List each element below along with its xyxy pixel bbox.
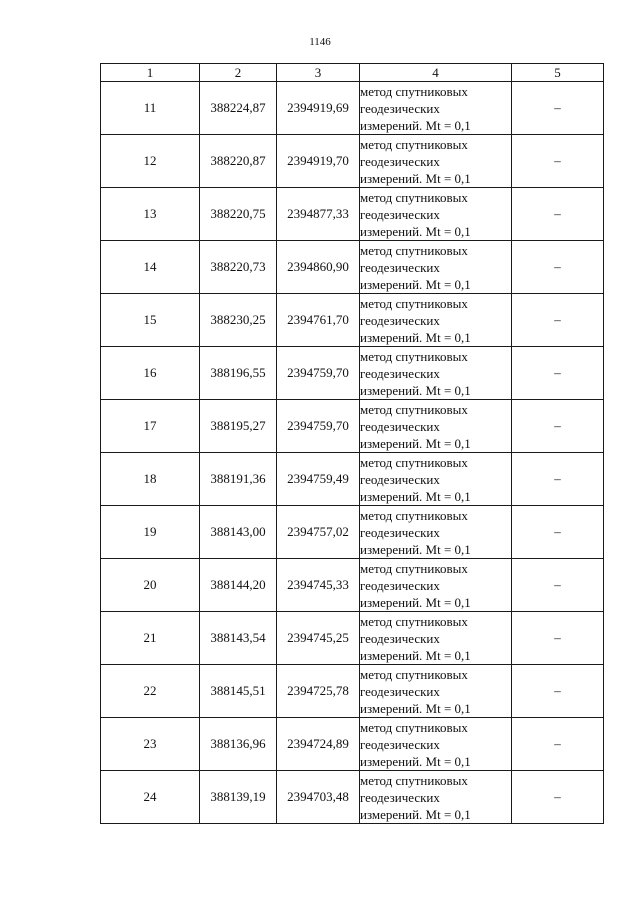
method-line: измерений. Mt = 0,1 [360, 276, 471, 292]
y-coordinate-cell: 2394759,70 [277, 400, 360, 453]
point-number-cell: 23 [101, 718, 200, 771]
coordinates-table [100, 63, 604, 824]
method-line: метод спутниковых [360, 719, 468, 735]
point-number-cell: 15 [101, 294, 200, 347]
y-coordinate-cell: 2394919,70 [277, 135, 360, 188]
note-cell: – [512, 188, 604, 241]
point-number-cell: 14 [101, 241, 200, 294]
method-line: геодезических [360, 100, 440, 116]
method-line: измерений. Mt = 0,1 [360, 594, 471, 610]
table-row [101, 665, 604, 718]
note-cell: – [512, 135, 604, 188]
method-line: метод спутниковых [360, 507, 468, 523]
method-line: измерений. Mt = 0,1 [360, 700, 471, 716]
x-coordinate-cell: 388220,75 [200, 188, 277, 241]
table-row [101, 241, 604, 294]
note-cell: – [512, 718, 604, 771]
method-line: геодезических [360, 630, 440, 646]
y-coordinate-cell: 2394725,78 [277, 665, 360, 718]
column-header-1: 1 [101, 64, 200, 82]
method-cell [360, 188, 512, 241]
table-row [101, 718, 604, 771]
x-coordinate-cell: 388143,00 [200, 506, 277, 559]
method-cell [360, 82, 512, 135]
y-coordinate-cell: 2394757,02 [277, 506, 360, 559]
method-line: метод спутниковых [360, 401, 468, 417]
method-cell [360, 294, 512, 347]
y-coordinate-cell: 2394761,70 [277, 294, 360, 347]
point-number-cell: 16 [101, 347, 200, 400]
method-line: измерений. Mt = 0,1 [360, 382, 471, 398]
y-coordinate-cell: 2394877,33 [277, 188, 360, 241]
method-line: геодезических [360, 736, 440, 752]
method-line: метод спутниковых [360, 666, 468, 682]
method-cell [360, 559, 512, 612]
method-cell [360, 347, 512, 400]
point-number-cell: 24 [101, 771, 200, 824]
method-cell [360, 241, 512, 294]
method-line: метод спутниковых [360, 295, 468, 311]
y-coordinate-cell: 2394745,25 [277, 612, 360, 665]
y-coordinate-cell: 2394759,70 [277, 347, 360, 400]
point-number-cell: 20 [101, 559, 200, 612]
method-line: метод спутниковых [360, 560, 468, 576]
method-line: геодезических [360, 259, 440, 275]
method-line: геодезических [360, 153, 440, 169]
table-row [101, 453, 604, 506]
method-line: геодезических [360, 312, 440, 328]
y-coordinate-cell: 2394919,69 [277, 82, 360, 135]
method-line: измерений. Mt = 0,1 [360, 753, 471, 769]
x-coordinate-cell: 388136,96 [200, 718, 277, 771]
method-line: измерений. Mt = 0,1 [360, 541, 471, 557]
y-coordinate-cell: 2394724,89 [277, 718, 360, 771]
y-coordinate-cell: 2394745,33 [277, 559, 360, 612]
table-row [101, 559, 604, 612]
method-line: геодезических [360, 471, 440, 487]
column-header-4: 4 [360, 64, 512, 82]
column-header-2: 2 [200, 64, 277, 82]
note-cell: – [512, 559, 604, 612]
table-row [101, 188, 604, 241]
point-number-cell: 11 [101, 82, 200, 135]
note-cell: – [512, 241, 604, 294]
note-cell: – [512, 612, 604, 665]
method-line: геодезических [360, 206, 440, 222]
x-coordinate-cell: 388144,20 [200, 559, 277, 612]
table-row [101, 347, 604, 400]
method-line: метод спутниковых [360, 348, 468, 364]
method-cell [360, 400, 512, 453]
point-number-cell: 21 [101, 612, 200, 665]
method-cell [360, 612, 512, 665]
x-coordinate-cell: 388224,87 [200, 82, 277, 135]
table-row [101, 294, 604, 347]
method-line: геодезических [360, 577, 440, 593]
method-cell [360, 718, 512, 771]
method-cell [360, 506, 512, 559]
column-header-3: 3 [277, 64, 360, 82]
table-row [101, 506, 604, 559]
note-cell: – [512, 294, 604, 347]
x-coordinate-cell: 388196,55 [200, 347, 277, 400]
method-line: измерений. Mt = 0,1 [360, 806, 471, 822]
note-cell: – [512, 347, 604, 400]
method-line: метод спутниковых [360, 189, 468, 205]
x-coordinate-cell: 388230,25 [200, 294, 277, 347]
point-number-cell: 22 [101, 665, 200, 718]
x-coordinate-cell: 388195,27 [200, 400, 277, 453]
table-row [101, 612, 604, 665]
point-number-cell: 17 [101, 400, 200, 453]
method-line: геодезических [360, 524, 440, 540]
y-coordinate-cell: 2394860,90 [277, 241, 360, 294]
table-header-row [101, 64, 604, 82]
method-line: измерений. Mt = 0,1 [360, 117, 471, 133]
method-cell [360, 453, 512, 506]
method-line: метод спутниковых [360, 454, 468, 470]
point-number-cell: 19 [101, 506, 200, 559]
point-number-cell: 13 [101, 188, 200, 241]
method-cell [360, 771, 512, 824]
x-coordinate-cell: 388139,19 [200, 771, 277, 824]
page-number: 1146 [309, 36, 331, 48]
method-line: метод спутниковых [360, 83, 468, 99]
method-line: геодезических [360, 418, 440, 434]
method-line: метод спутниковых [360, 613, 468, 629]
note-cell: – [512, 400, 604, 453]
method-line: геодезических [360, 789, 440, 805]
table-row [101, 771, 604, 824]
method-cell [360, 135, 512, 188]
method-line: геодезических [360, 683, 440, 699]
y-coordinate-cell: 2394759,49 [277, 453, 360, 506]
method-line: геодезических [360, 365, 440, 381]
note-cell: – [512, 453, 604, 506]
table-body [101, 82, 604, 824]
method-line: измерений. Mt = 0,1 [360, 170, 471, 186]
method-line: метод спутниковых [360, 772, 468, 788]
x-coordinate-cell: 388220,87 [200, 135, 277, 188]
x-coordinate-cell: 388191,36 [200, 453, 277, 506]
note-cell: – [512, 771, 604, 824]
method-line: измерений. Mt = 0,1 [360, 329, 471, 345]
x-coordinate-cell: 388220,73 [200, 241, 277, 294]
method-line: метод спутниковых [360, 242, 468, 258]
note-cell: – [512, 82, 604, 135]
method-line: измерений. Mt = 0,1 [360, 435, 471, 451]
method-cell [360, 665, 512, 718]
table-row [101, 400, 604, 453]
x-coordinate-cell: 388143,54 [200, 612, 277, 665]
method-line: измерений. Mt = 0,1 [360, 647, 471, 663]
note-cell: – [512, 665, 604, 718]
point-number-cell: 12 [101, 135, 200, 188]
table-row [101, 135, 604, 188]
method-line: измерений. Mt = 0,1 [360, 488, 471, 504]
y-coordinate-cell: 2394703,48 [277, 771, 360, 824]
method-line: метод спутниковых [360, 136, 468, 152]
column-header-5: 5 [512, 64, 604, 82]
method-line: измерений. Mt = 0,1 [360, 223, 471, 239]
x-coordinate-cell: 388145,51 [200, 665, 277, 718]
point-number-cell: 18 [101, 453, 200, 506]
note-cell: – [512, 506, 604, 559]
table-row [101, 82, 604, 135]
